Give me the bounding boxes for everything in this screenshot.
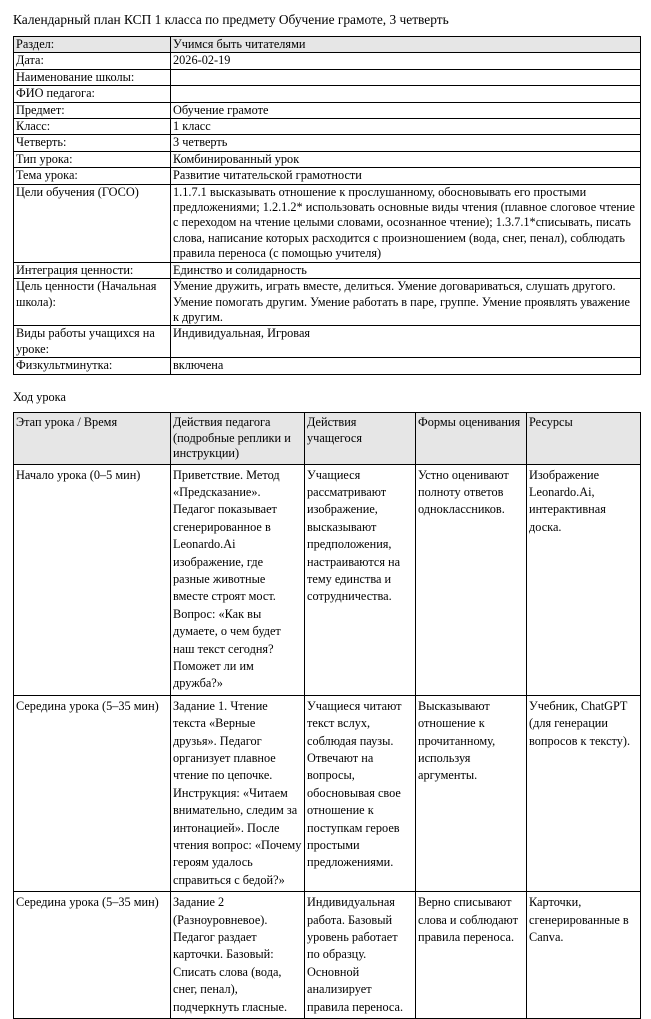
info-label: Класс: [14, 119, 171, 135]
info-value: Развитие читательской грамотности [171, 168, 641, 184]
info-label: Тип урока: [14, 151, 171, 167]
column-header: Действия педагога (подробные реплики и инструкции) [171, 413, 305, 465]
table-cell: Задание 1. Чтение текста «Верные друзья». Педагог организует плавное чтение по цепочке. Инструкция: «Читаем внимательно, следим за интонацией». После чтения вопрос: «Почему героям удалось справиться с бедой?» [171, 695, 305, 891]
table-row [14, 464, 641, 695]
info-label: Дата: [14, 53, 171, 69]
table-cell: Карточки, сгенерированные в Canva. [527, 892, 641, 1019]
page-title: Календарный план КСП 1 класса по предмету Обучение грамоте, 3 четверть [13, 12, 449, 27]
table-cell: Приветствие. Метод «Предсказание». Педагог показывает сгенерированное в Leonardo.Ai изображение, где разные животные вместе строят мост. Вопрос: «Как вы думаете, о чем будет наш текст сегодня? Поможет ли им дружба?» [171, 464, 305, 695]
table-cell: Верно списывают слова и соблюдают правила переноса. [416, 892, 527, 1019]
table-cell: Учащиеся рассматривают изображение, высказывают предположения, настраиваются на тему единства и сотрудничества. [305, 464, 416, 695]
info-label: Интеграция ценности: [14, 262, 171, 278]
info-label: Четверть: [14, 135, 171, 151]
section-title: Ход урока [13, 390, 66, 404]
info-value: 1 класс [171, 119, 641, 135]
info-label: Тема урока: [14, 168, 171, 184]
table-cell: Задание 2 (Разноуровневое). Педагог раздает карточки. Базовый: Списать слова (вода, снег, пенал), подчеркнуть гласные. [171, 892, 305, 1019]
info-value: 1.1.7.1 высказывать отношение к прослушанному, обосновывать его простыми предложениями; 1.2.1.2* использовать основные виды чтения (плавное слоговое чтение с переходом на чтение целыми словами, осознанное чтение); 1.3.7.1*списывать, писать слова, написание которых расходится с произношением (вода, снег, пенал), соблюдать правила переноса (с помощью учителя) [171, 184, 641, 262]
column-header: Ресурсы [527, 413, 641, 465]
table-cell: Изображение Leonardo.Ai, интерактивная доска. [527, 464, 641, 695]
info-value: Комбинированный урок [171, 151, 641, 167]
info-value: 3 четверть [171, 135, 641, 151]
lesson-info-table [13, 36, 641, 375]
column-header: Формы оценивания [416, 413, 527, 465]
info-label: ФИО педагога: [14, 86, 171, 102]
info-row [14, 262, 641, 278]
info-label: Цели обучения (ГОСО) [14, 184, 171, 262]
info-label: Физкультминутка: [14, 358, 171, 374]
info-row [14, 37, 641, 53]
column-header: Этап урока / Время [14, 413, 171, 465]
info-value: Единство и солидарность [171, 262, 641, 278]
info-value: Индивидуальная, Игровая [171, 326, 641, 358]
info-value: Учимся быть читателями [171, 37, 641, 53]
table-cell: Учащиеся читают текст вслух, соблюдая паузы. Отвечают на вопросы, обосновывая свое отношение к поступкам героев простыми предложениями. [305, 695, 416, 891]
table-cell: Устно оценивают полноту ответов одноклассников. [416, 464, 527, 695]
table-cell: Индивидуальная работа. Базовый уровень работает по образцу. Основной анализирует правила переноса. [305, 892, 416, 1019]
table-cell: Высказывают отношение к прочитанному, используя аргументы. [416, 695, 527, 891]
lesson-plan-table [13, 412, 641, 1019]
info-row [14, 86, 641, 102]
info-row [14, 119, 641, 135]
table-row [14, 892, 641, 1019]
info-row [14, 279, 641, 326]
info-label: Предмет: [14, 102, 171, 118]
info-row [14, 168, 641, 184]
table-cell: Учебник, ChatGPT (для генерации вопросов к тексту). [527, 695, 641, 891]
table-cell: Начало урока (0–5 мин) [14, 464, 171, 695]
table-header-row [14, 413, 641, 465]
info-value: 2026-02-19 [171, 53, 641, 69]
info-value [171, 69, 641, 85]
info-label: Виды работы учащихся на уроке: [14, 326, 171, 358]
info-row [14, 102, 641, 118]
info-row [14, 151, 641, 167]
info-row [14, 326, 641, 358]
info-row [14, 53, 641, 69]
info-label: Наименование школы: [14, 69, 171, 85]
info-label: Цель ценности (Начальная школа): [14, 279, 171, 326]
info-row [14, 135, 641, 151]
info-row [14, 184, 641, 262]
info-label: Раздел: [14, 37, 171, 53]
table-row [14, 695, 641, 891]
info-value: Обучение грамоте [171, 102, 641, 118]
info-value: включена [171, 358, 641, 374]
info-row [14, 69, 641, 85]
table-cell: Середина урока (5–35 мин) [14, 695, 171, 891]
table-cell: Середина урока (5–35 мин) [14, 892, 171, 1019]
info-value [171, 86, 641, 102]
column-header: Действия учащегося [305, 413, 416, 465]
info-value: Умение дружить, играть вместе, делиться. Умение договариваться, слушать другого. Умение помогать другим. Умение работать в паре, группе. Умение проявлять уважение к другим. [171, 279, 641, 326]
info-row [14, 358, 641, 374]
